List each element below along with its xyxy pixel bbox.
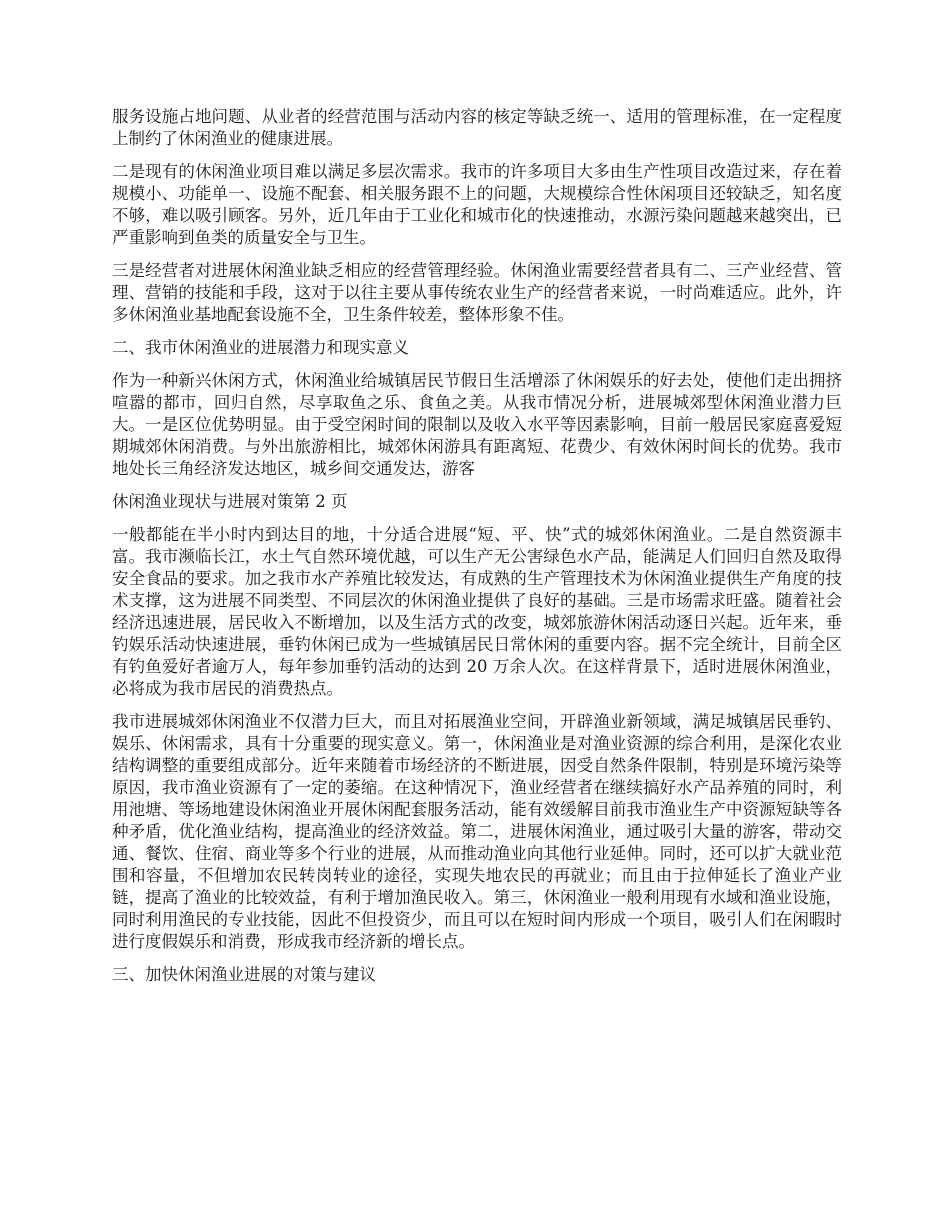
- paragraph-natural-resources: 一般都能在半小时内到达目的地，十分适合进展“短、平、快”式的城郊休闲渔业。二是自然资源丰富。我市濒临长江，水土气自然环境优越，可以生产无公害绿色水产品，能满足人们回归自然及取得安全食品的要求。加之我市水产养殖比较发达，有成熟的生产管理技术为休闲渔业提供生产角度的技术支撑，这为进展不同类型、不同层次的休闲渔业提供了良好的基础。三是市场需求旺盛。随着社会经济迅速进展，居民收入不断增加，以及生活方式的改变，城郊旅游休闲活动逐日兴起。近年来，垂钓娱乐活动快速进展，垂钓休闲已成为一些城镇居民日常休闲的重要内容。据不完全统计，目前全区有钓鱼爱好者逾万人，每年参加垂钓活动的达到 20 万余人次。在这样背景下，适时进展休闲渔业，必将成为我市居民的消费热点。: [112, 525, 842, 698]
- document-page: [112, 106, 842, 997]
- paragraph-facility-standards: 服务设施占地问题、从业者的经营范围与活动内容的核定等缺乏统一、适用的管理标准，在一定程度上制约了休闲渔业的健康进展。: [112, 107, 842, 148]
- paragraph-management-experience: 三是经营者对进展休闲渔业缺乏相应的经营管理经验。休闲渔业需要经营者具有二、三产业经营、管理、营销的技能和手段，这对于以往主要从事传统农业生产的经营者来说，一时尚难适应。此外，许多休闲渔业基地配套设施不全，卫生条件较差，整体形象不佳。: [112, 261, 842, 324]
- paragraph-new-leisure: 作为一种新兴休闲方式，休闲渔业给城镇居民节假日生活增添了休闲娱乐的好去处，使他们走出拥挤喧嚣的都市，回归自然，尽享取鱼之乐、食鱼之美。从我市情况分析，进展城郊型休闲渔业潜力巨大。一是区位优势明显。由于受空闲时间的限制以及收入水平等因素影响，目前一般居民家庭喜爱短期城郊休闲消费。与外出旅游相比，城郊休闲游具有距离短、花费少、有效休闲时间长的优势。我市地处长三角经济发达地区，城乡间交通发达，游客: [112, 371, 842, 478]
- section-heading-potential: 二、我市休闲渔业的进展潜力和现实意义: [112, 338, 409, 357]
- paragraph-significance: 我市进展城郊休闲渔业不仅潜力巨大，而且对拓展渔业空间，开辟渔业新领域，满足城镇居民垂钓、娱乐、休闲需求，具有十分重要的现实意义。第一，休闲渔业是对渔业资源的综合利用，是深化农业结构调整的重要组成部分。近年来随着市场经济的不断进展，因受自然条件限制，特别是环境污染等原因，我市渔业资源有了一定的萎缩。在这种情况下，渔业经营者在继续搞好水产品养殖的同时，利用池塘、等场地建设休闲渔业开展休闲配套服务活动，能有效缓解目前我市渔业生产中资源短缺等各种矛盾，优化渔业结构，提高渔业的经济效益。第二，进展休闲渔业，通过吸引大量的游客，带动交通、餐饮、住宿、商业等多个行业的进展，从而推动渔业向其他行业延伸。同时，还可以扩大就业范围和容量，不但增加农民转岗转业的途径，实现失地农民的再就业；而且由于拉伸延长了渔业产业链，提高了渔业的比较效益，有利于增加渔民收入。第三，休闲渔业一般利用现有水域和渔业设施，同时利用渔民的专业技能，因此不但投资少，而且可以在短时间内形成一个项目，吸引人们在闲暇时进行度假娱乐和消费，形成我市经济新的增长点。: [112, 712, 842, 951]
- page-marker: 休闲渔业现状与进展对策第 2 页: [112, 492, 348, 511]
- section-heading-strategies: 三、加快休闲渔业进展的对策与建议: [112, 965, 376, 984]
- paragraph-demand-issue: 二是现有的休闲渔业项目难以满足多层次需求。我市的许多项目大多由生产性项目改造过来，存在着规模小、功能单一、设施不配套、相关服务跟不上的问题，大规模综合性休闲项目还较缺乏，知名度不够，难以吸引顾客。另外，近几年由于工业化和城市化的快速推动，水源污染问题越来越突出，已严重影响到鱼类的质量安全与卫生。: [112, 162, 842, 247]
